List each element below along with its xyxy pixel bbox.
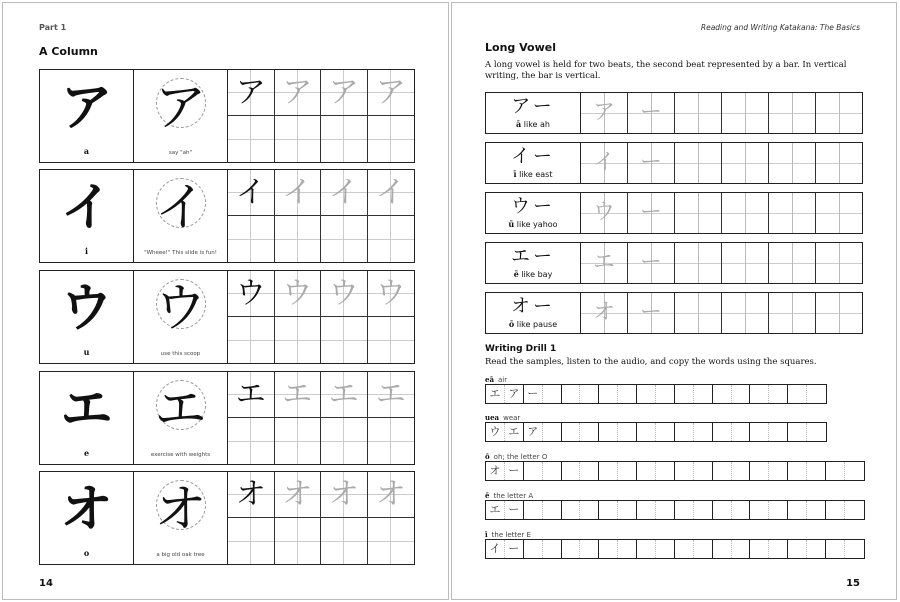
drill-square[interactable]	[599, 385, 618, 403]
trace-kana: オ	[328, 477, 359, 512]
long-vowel-kana: アー	[511, 95, 555, 117]
drill-square[interactable]	[732, 501, 751, 519]
drill-square[interactable]: エ	[505, 423, 524, 441]
practice-grid	[228, 372, 414, 464]
drill-square[interactable]	[750, 540, 769, 558]
practice-square[interactable]	[275, 271, 322, 317]
drill-square[interactable]	[599, 540, 618, 558]
long-vowel-row	[485, 242, 863, 284]
long-vowel-sample	[486, 293, 581, 333]
drill-square[interactable]	[618, 462, 637, 480]
long-vowel-kana: エー	[510, 245, 555, 267]
left-page	[2, 2, 449, 600]
trace-kana: オ	[375, 477, 406, 512]
drill-romaji: ī	[485, 530, 488, 539]
drill-square[interactable]	[807, 423, 826, 441]
drill-square[interactable]: エ	[486, 385, 505, 403]
mnemonic-cell	[134, 372, 228, 464]
drill-square[interactable]	[788, 462, 807, 480]
long-vowel-example: like ah	[523, 120, 550, 129]
drill-square[interactable]	[732, 462, 751, 480]
drill-square[interactable]	[562, 423, 581, 441]
drill-square[interactable]	[750, 501, 769, 519]
trace-kana: ー	[639, 250, 662, 275]
stroke-order-cell	[40, 271, 134, 363]
drill-square[interactable]	[713, 501, 732, 519]
drill-square[interactable]	[543, 540, 562, 558]
practice-square[interactable]	[275, 418, 322, 464]
trace-kana: ー	[639, 150, 662, 175]
drill-square[interactable]	[637, 501, 656, 519]
practice-square[interactable]	[581, 143, 628, 183]
drill-square[interactable]	[826, 540, 845, 558]
drill-label	[485, 413, 520, 422]
practice-square[interactable]	[321, 216, 368, 262]
practice-square[interactable]	[675, 193, 722, 233]
drill-square[interactable]	[845, 501, 864, 519]
drill-square[interactable]	[807, 385, 826, 403]
practice-square[interactable]	[321, 518, 368, 564]
drill-meaning: oh; the letter O	[493, 453, 548, 461]
section-heading: A Column	[39, 45, 98, 58]
practice-square[interactable]	[368, 418, 415, 464]
practice-square[interactable]	[368, 70, 415, 116]
trace-kana: オ	[235, 477, 266, 512]
practice-square[interactable]	[722, 293, 769, 333]
romaji: e	[83, 448, 90, 458]
practice-square[interactable]	[628, 293, 675, 333]
long-vowel-heading: Long Vowel	[485, 41, 556, 54]
practice-square[interactable]	[228, 70, 275, 116]
drill-square[interactable]	[769, 540, 788, 558]
running-head: Reading and Writing Katakana: The Basics	[700, 23, 860, 32]
trace-kana: イ	[235, 175, 266, 210]
drill-square[interactable]	[845, 462, 864, 480]
practice-square[interactable]	[675, 93, 722, 133]
stroke-order-cell	[40, 472, 134, 564]
practice-square[interactable]	[769, 93, 816, 133]
mnemonic-kana: イ	[154, 178, 207, 238]
trace-kana: ウ	[328, 276, 359, 311]
drill-square[interactable]	[656, 540, 675, 558]
practice-square[interactable]	[769, 293, 816, 333]
drill-romaji: uea	[485, 413, 500, 422]
drill-square[interactable]	[562, 385, 581, 403]
kana-row	[39, 69, 415, 163]
trace-kana: ウ	[375, 276, 406, 311]
practice-square[interactable]	[228, 518, 275, 564]
mnemonic-kana: ア	[154, 78, 207, 138]
drill-square[interactable]	[580, 462, 599, 480]
trace-kana: ア	[592, 100, 615, 125]
drill-square[interactable]	[675, 462, 694, 480]
kana-stroke-order: ウ	[60, 278, 113, 339]
practice-square[interactable]	[581, 93, 628, 133]
drill-square[interactable]	[675, 540, 694, 558]
romaji: i	[84, 246, 89, 256]
kana-stroke-order: エ	[60, 379, 113, 440]
drill-square[interactable]	[788, 501, 807, 519]
practice-square[interactable]	[228, 216, 275, 262]
trace-kana: ー	[639, 300, 662, 325]
kana-row	[39, 270, 415, 364]
trace-kana: オ	[592, 300, 615, 325]
long-vowel-kana: ウー	[510, 195, 555, 217]
romaji: o	[83, 548, 90, 558]
drill-square[interactable]	[788, 385, 807, 403]
drill-romaji: ē	[485, 491, 490, 500]
trace-kana: ア	[375, 75, 406, 110]
practice-grid	[228, 472, 414, 564]
drill-meaning: the letter A	[493, 492, 534, 500]
practice-square[interactable]	[321, 271, 368, 317]
drill-row	[485, 422, 827, 442]
trace-kana: ー	[639, 100, 662, 125]
drill-square[interactable]	[750, 462, 769, 480]
trace-kana: ウ	[235, 276, 266, 311]
drill-square[interactable]	[656, 385, 675, 403]
drill-square[interactable]: ー	[524, 385, 543, 403]
mnemonic-kana: エ	[154, 380, 207, 440]
drill-square[interactable]	[580, 540, 599, 558]
drill-square[interactable]: ー	[505, 501, 524, 519]
drill-square[interactable]: ア	[505, 385, 524, 403]
drill-meaning: wear	[503, 414, 521, 422]
trace-kana: エ	[282, 377, 313, 412]
long-vowel-example: like yahoo	[516, 220, 558, 229]
practice-square[interactable]	[275, 216, 322, 262]
mnemonic-caption: exercise with weights	[150, 452, 211, 458]
drill-square[interactable]: ア	[524, 423, 543, 441]
practice-square[interactable]	[368, 216, 415, 262]
practice-square[interactable]	[628, 93, 675, 133]
practice-square[interactable]	[769, 193, 816, 233]
trace-kana: イ	[282, 175, 313, 210]
drill-square[interactable]	[732, 540, 751, 558]
drill-square[interactable]	[543, 462, 562, 480]
drill-square[interactable]	[599, 462, 618, 480]
practice-square[interactable]	[321, 317, 368, 363]
right-page	[451, 2, 897, 600]
mnemonic-cell	[134, 472, 228, 564]
trace-kana: イ	[592, 150, 615, 175]
trace-kana: ウ	[592, 200, 615, 225]
drill-square[interactable]	[807, 501, 826, 519]
practice-square[interactable]	[275, 70, 322, 116]
long-vowel-kana: イー	[510, 145, 555, 167]
drill-square[interactable]	[807, 540, 826, 558]
practice-square[interactable]	[368, 170, 415, 216]
practice-square[interactable]	[368, 518, 415, 564]
drill-square[interactable]: ウ	[486, 423, 505, 441]
trace-kana: ア	[235, 75, 266, 110]
practice-square[interactable]	[675, 293, 722, 333]
drill-square[interactable]: エ	[486, 501, 505, 519]
practice-square[interactable]	[368, 271, 415, 317]
drill-square[interactable]	[599, 423, 618, 441]
drill-square[interactable]: ー	[505, 462, 524, 480]
long-vowel-example: like pause	[516, 320, 558, 329]
drill-square[interactable]	[713, 462, 732, 480]
drill-square[interactable]	[694, 385, 713, 403]
drill-square[interactable]	[618, 423, 637, 441]
kana-stroke-order: ア	[60, 77, 113, 138]
long-vowel-example: like east	[519, 170, 553, 179]
drill-square[interactable]: イ	[486, 540, 505, 558]
drill-square[interactable]	[562, 501, 581, 519]
practice-square[interactable]	[628, 243, 675, 283]
mnemonic-kana: オ	[154, 480, 207, 540]
kana-stroke-order: イ	[60, 177, 113, 238]
drill-square[interactable]	[599, 501, 618, 519]
practice-square[interactable]	[321, 372, 368, 418]
drill-square[interactable]	[562, 540, 581, 558]
trace-kana: ー	[639, 200, 662, 225]
drill-square[interactable]	[769, 462, 788, 480]
drill-label	[485, 452, 547, 461]
trace-kana: イ	[328, 175, 359, 210]
kana-row	[39, 371, 415, 465]
practice-square[interactable]	[228, 170, 275, 216]
practice-square[interactable]	[321, 472, 368, 518]
trace-kana: オ	[282, 477, 313, 512]
trace-kana: エ	[592, 250, 615, 275]
drill-romaji: ō	[485, 452, 490, 461]
kana-stroke-order: オ	[60, 479, 113, 540]
practice-square[interactable]	[275, 518, 322, 564]
drill-square[interactable]	[675, 501, 694, 519]
long-vowel-row	[485, 192, 863, 234]
long-vowel-row	[485, 142, 863, 184]
drill-square[interactable]	[694, 501, 713, 519]
practice-square[interactable]	[581, 193, 628, 233]
drill-square[interactable]	[769, 501, 788, 519]
kana-row	[39, 169, 415, 263]
drill-square[interactable]	[732, 423, 751, 441]
practice-square[interactable]	[275, 116, 322, 162]
drill-label	[485, 491, 533, 500]
drill-square[interactable]	[656, 423, 675, 441]
mnemonic-cell	[134, 70, 228, 162]
drill-square[interactable]	[807, 462, 826, 480]
drill-square[interactable]	[694, 540, 713, 558]
running-head: Part 1	[39, 23, 67, 32]
drill-square[interactable]	[562, 462, 581, 480]
practice-square[interactable]	[321, 116, 368, 162]
practice-square[interactable]	[275, 372, 322, 418]
practice-square[interactable]	[228, 271, 275, 317]
drill-row	[485, 461, 865, 481]
drill-square[interactable]	[713, 423, 732, 441]
practice-square[interactable]	[816, 193, 862, 233]
practice-square[interactable]	[368, 317, 415, 363]
trace-kana: イ	[375, 175, 406, 210]
practice-square[interactable]	[675, 143, 722, 183]
drill-square[interactable]	[618, 501, 637, 519]
drill-square[interactable]	[694, 423, 713, 441]
drill-meaning: the letter E	[491, 531, 531, 539]
drill-square[interactable]	[618, 385, 637, 403]
practice-square[interactable]	[628, 193, 675, 233]
drill-square[interactable]	[769, 423, 788, 441]
drill-square[interactable]	[788, 423, 807, 441]
trace-kana: ア	[328, 75, 359, 110]
drill-square[interactable]	[580, 385, 599, 403]
mnemonic-caption: a big old oak tree	[156, 552, 205, 558]
drill-square[interactable]	[713, 540, 732, 558]
practice-grid	[228, 170, 414, 262]
trace-kana: ア	[282, 75, 313, 110]
drill-square[interactable]	[524, 501, 543, 519]
long-vowel-example: like bay	[521, 270, 553, 279]
drill-square[interactable]	[524, 462, 543, 480]
practice-square[interactable]	[722, 143, 769, 183]
drill-square[interactable]	[656, 501, 675, 519]
long-vowel-sample	[486, 93, 581, 133]
practice-square[interactable]	[722, 93, 769, 133]
practice-square[interactable]	[816, 93, 862, 133]
drill-square[interactable]	[637, 462, 656, 480]
drill-square[interactable]: オ	[486, 462, 505, 480]
drill-row	[485, 500, 865, 520]
drill-square[interactable]	[826, 462, 845, 480]
drill-square[interactable]	[675, 423, 694, 441]
long-vowel-kana: オー	[510, 295, 555, 317]
drill-instructions: Read the samples, listen to the audio, and copy the words using the squares.	[485, 357, 817, 367]
practice-square[interactable]	[581, 243, 628, 283]
drill-square[interactable]	[845, 540, 864, 558]
drill-square[interactable]	[656, 462, 675, 480]
romaji: a	[83, 146, 90, 156]
long-vowel-romaji: ī	[513, 169, 517, 179]
practice-square[interactable]	[228, 317, 275, 363]
drill-square[interactable]	[750, 423, 769, 441]
drill-square[interactable]	[543, 385, 562, 403]
practice-square[interactable]	[228, 472, 275, 518]
drill-square[interactable]	[618, 540, 637, 558]
practice-square[interactable]	[321, 70, 368, 116]
practice-square[interactable]	[675, 243, 722, 283]
drill-square[interactable]	[580, 423, 599, 441]
long-vowel-row	[485, 92, 863, 134]
long-vowel-romaji: ū	[508, 219, 515, 229]
drill-square[interactable]	[524, 540, 543, 558]
drill-square[interactable]	[637, 540, 656, 558]
long-vowel-row	[485, 292, 863, 334]
mnemonic-caption: use this scoop	[160, 351, 201, 357]
practice-square[interactable]	[275, 317, 322, 363]
drill-square[interactable]	[543, 501, 562, 519]
mnemonic-caption: "Wheee!" This slide is fun!	[144, 250, 217, 256]
drill-square[interactable]	[637, 423, 656, 441]
drill-square[interactable]	[750, 385, 769, 403]
trace-kana: エ	[375, 377, 406, 412]
drill-square[interactable]	[826, 501, 845, 519]
drill-square[interactable]	[694, 462, 713, 480]
drill-square[interactable]	[732, 385, 751, 403]
trace-kana: エ	[328, 377, 359, 412]
drill-square[interactable]	[637, 385, 656, 403]
practice-square[interactable]	[321, 170, 368, 216]
practice-square[interactable]	[816, 293, 862, 333]
drill-row	[485, 384, 827, 404]
practice-grid	[228, 271, 414, 363]
practice-square[interactable]	[275, 170, 322, 216]
practice-square[interactable]	[275, 472, 322, 518]
romaji: u	[83, 347, 90, 357]
practice-square[interactable]	[722, 243, 769, 283]
drill-label	[485, 375, 507, 384]
drill-romaji: eā	[485, 375, 494, 384]
drill-square[interactable]	[543, 423, 562, 441]
mnemonic-cell	[134, 170, 228, 262]
practice-square[interactable]	[628, 143, 675, 183]
practice-square[interactable]	[228, 418, 275, 464]
trace-kana: ウ	[282, 276, 313, 311]
drill-square[interactable]	[675, 385, 694, 403]
long-vowel-romaji: ē	[513, 269, 519, 279]
mnemonic-cell	[134, 271, 228, 363]
stroke-order-cell	[40, 170, 134, 262]
drill-square[interactable]	[788, 540, 807, 558]
practice-square[interactable]	[722, 193, 769, 233]
practice-square[interactable]	[816, 243, 862, 283]
kana-row	[39, 471, 415, 565]
long-vowel-romaji: ō	[508, 319, 515, 329]
practice-square[interactable]	[321, 418, 368, 464]
stroke-order-cell	[40, 372, 134, 464]
drill-square[interactable]	[713, 385, 732, 403]
drill-row	[485, 539, 865, 559]
mnemonic-kana: ウ	[154, 279, 207, 339]
page-number: 15	[846, 578, 860, 589]
practice-square[interactable]	[769, 143, 816, 183]
drill-square[interactable]	[580, 501, 599, 519]
drill-label	[485, 530, 531, 539]
page-number: 14	[39, 578, 53, 589]
practice-grid	[228, 70, 414, 162]
drill-square[interactable]: ー	[505, 540, 524, 558]
long-vowel-paragraph: A long vowel is held for two beats, the second beat represented by a bar. In vertical writing, the bar is vertical.	[485, 60, 847, 81]
long-vowel-sample	[486, 243, 581, 283]
practice-square[interactable]	[228, 116, 275, 162]
practice-square[interactable]	[769, 243, 816, 283]
long-vowel-sample	[486, 143, 581, 183]
practice-square[interactable]	[228, 372, 275, 418]
drill-heading: Writing Drill 1	[485, 344, 557, 354]
drill-square[interactable]	[769, 385, 788, 403]
practice-square[interactable]	[368, 116, 415, 162]
practice-square[interactable]	[368, 372, 415, 418]
drill-meaning: air	[498, 376, 508, 384]
stroke-order-cell	[40, 70, 134, 162]
long-vowel-sample	[486, 193, 581, 233]
practice-square[interactable]	[816, 143, 862, 183]
practice-square[interactable]	[368, 472, 415, 518]
long-vowel-romaji: ā	[516, 119, 522, 129]
mnemonic-caption: say "ah"	[168, 150, 193, 156]
practice-square[interactable]	[581, 293, 628, 333]
trace-kana: エ	[235, 377, 266, 412]
